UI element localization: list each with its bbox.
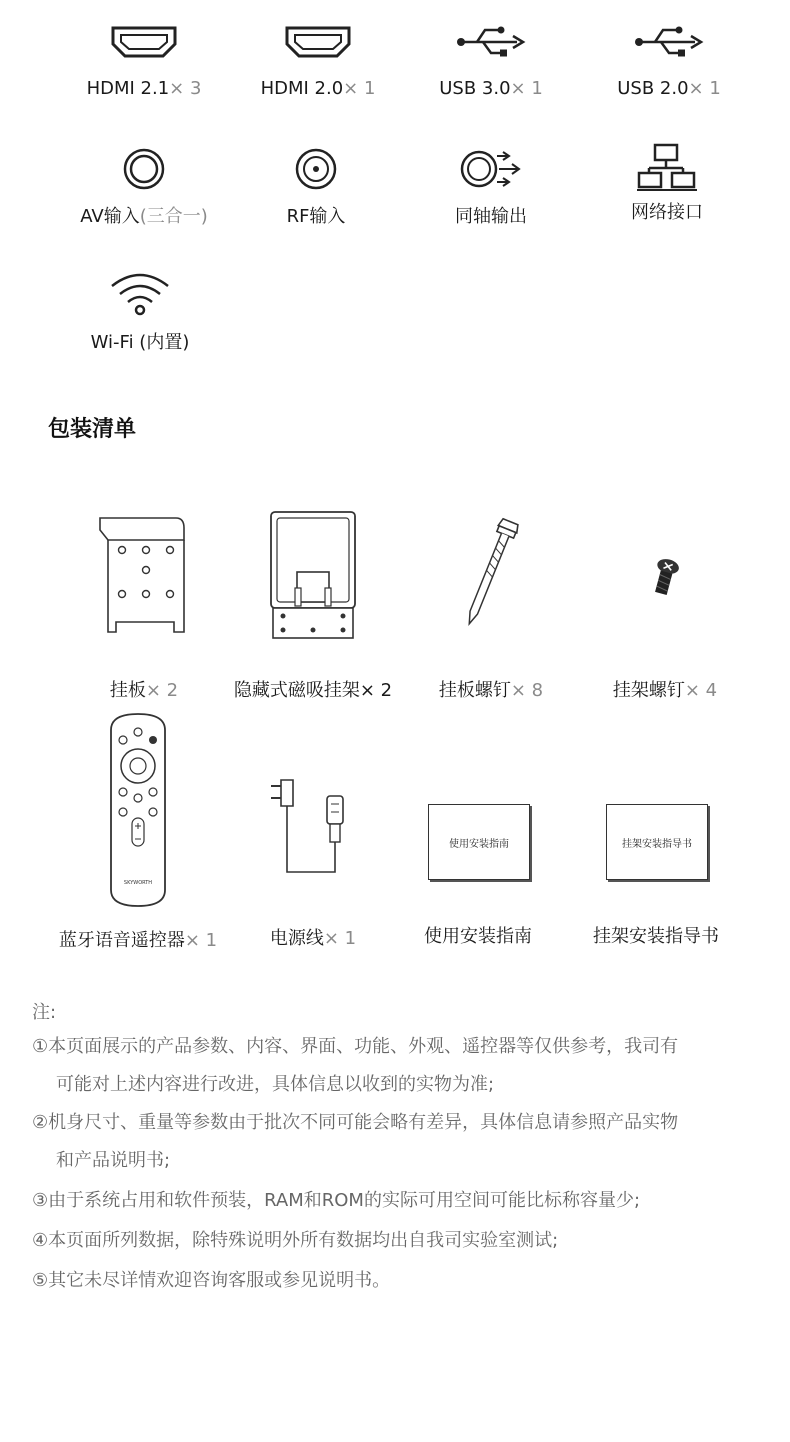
packing-item-bracket-screw: 挂架螺钉× 4 xyxy=(575,508,755,702)
note-line: ③由于系统占用和软件预装，RAM和ROM的实际可用空间可能比标称容量少; xyxy=(32,1190,641,1211)
bracket-screw-icon xyxy=(635,508,695,638)
note-line: 可能对上述内容进行改进，具体信息以收到的实物为准; xyxy=(56,1074,495,1095)
plate-screw-icon xyxy=(461,508,521,638)
note-line: 和产品说明书; xyxy=(56,1150,171,1171)
rf-input-icon xyxy=(293,146,339,192)
packing-item-magnetic-bracket: 隐藏式磁吸挂架× 2 xyxy=(223,508,403,702)
port-usb-3-0: USB 3.0× 1 xyxy=(401,22,581,99)
packing-item-remote: SKYWORTH 蓝牙语音遥控器× 1 xyxy=(48,710,228,952)
port-hdmi-2-1: HDMI 2.1× 3 xyxy=(54,22,234,99)
hdmi-port-icon xyxy=(111,22,177,62)
network-port-icon xyxy=(637,142,697,192)
hidden-magnetic-bracket-icon xyxy=(265,508,361,642)
usb-icon xyxy=(633,22,705,62)
port-coaxial-output: 同轴输出 xyxy=(401,146,581,228)
note-line: ⑤其它未尽详情欢迎咨询客服或参见说明书。 xyxy=(32,1270,391,1291)
hdmi-port-icon xyxy=(285,22,351,62)
notes-heading: 注: xyxy=(32,1002,57,1023)
port-usb-2-0: USB 2.0× 1 xyxy=(579,22,759,99)
remote-brand-text: SKYWORTH xyxy=(123,880,153,886)
packing-item-power-cord: 电源线× 1 xyxy=(223,760,403,950)
user-guide-icon: 使用安装指南 xyxy=(428,804,530,880)
port-av-input: AV输入(三合一) xyxy=(54,146,234,228)
packing-item-bracket-guide: 挂架安装指导书 xyxy=(593,926,719,947)
packing-item-user-guide: 使用安装指南 xyxy=(424,926,532,947)
port-network: 网络接口 xyxy=(577,142,757,224)
packing-item-plate-screw: 挂板螺钉× 8 xyxy=(401,508,581,702)
note-line: ②机身尺寸、重量等参数由于批次不同可能会略有差异，具体信息请参照产品实物 xyxy=(32,1112,679,1133)
packing-item-wall-plate: 挂板× 2 xyxy=(54,508,234,702)
wall-plate-icon xyxy=(94,508,194,638)
note-line: ④本页面所列数据，除特殊说明外所有数据均出自我司实验室测试; xyxy=(32,1230,559,1251)
note-line: ①本页面展示的产品参数、内容、界面、功能、外观、遥控器等仅供参考，我司有 xyxy=(32,1036,679,1057)
port-rf-input: RF输入 xyxy=(226,146,406,228)
packing-list-title: 包装清单 xyxy=(48,417,137,442)
power-cord-icon xyxy=(263,760,363,886)
port-wifi: Wi-Fi (内置) xyxy=(50,272,230,354)
usb-icon xyxy=(455,22,527,62)
av-input-icon xyxy=(121,146,167,192)
port-hdmi-2-0: HDMI 2.0× 1 xyxy=(228,22,408,99)
bracket-guide-icon: 挂架安装指导书 xyxy=(606,804,708,880)
bluetooth-remote-icon xyxy=(103,710,173,910)
wifi-icon xyxy=(108,272,172,318)
coaxial-output-icon xyxy=(459,146,523,192)
